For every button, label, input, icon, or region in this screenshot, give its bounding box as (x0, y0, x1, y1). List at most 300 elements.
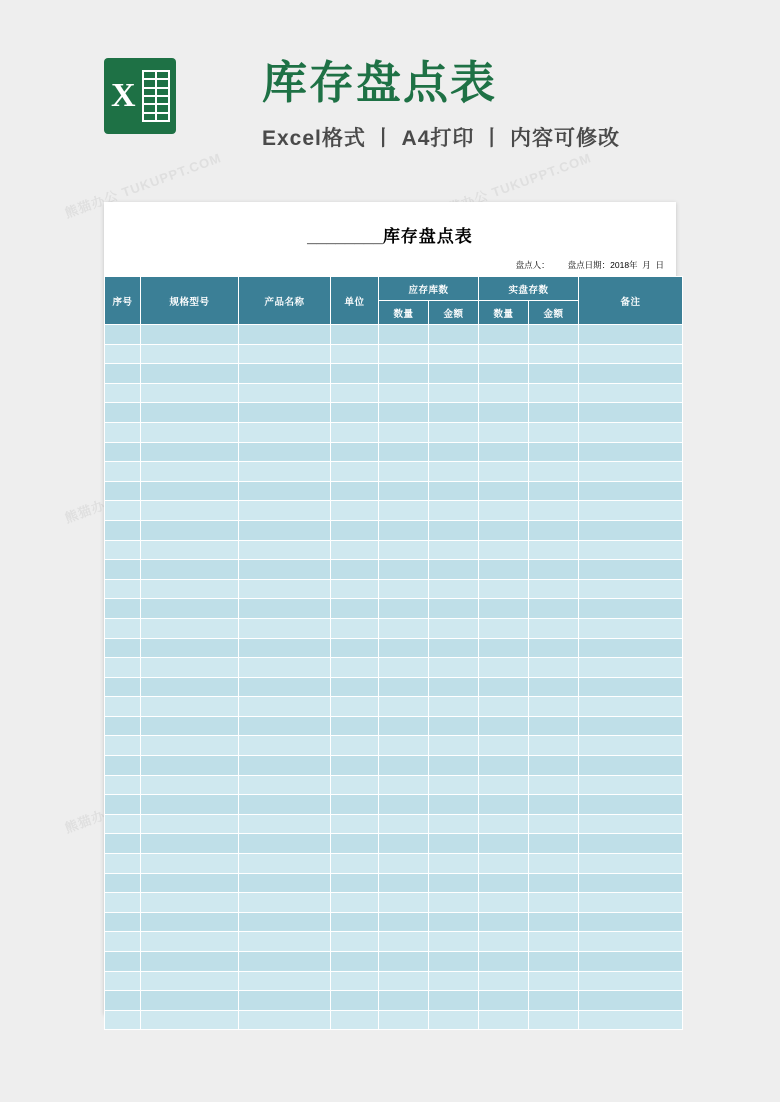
cell-product[interactable] (239, 677, 331, 697)
cell-product[interactable] (239, 932, 331, 952)
cell-product[interactable] (239, 814, 331, 834)
cell-spec[interactable] (141, 952, 239, 972)
cell-unit[interactable] (331, 893, 379, 913)
cell-actual-amount[interactable] (529, 540, 579, 560)
cell-actual-qty[interactable] (479, 520, 529, 540)
cell-actual-qty[interactable] (479, 991, 529, 1011)
cell-spec[interactable] (141, 344, 239, 364)
cell-unit[interactable] (331, 873, 379, 893)
cell-actual-amount[interactable] (529, 579, 579, 599)
cell-product[interactable] (239, 716, 331, 736)
table-row[interactable] (105, 834, 683, 854)
cell-index[interactable] (105, 991, 141, 1011)
cell-index[interactable] (105, 912, 141, 932)
cell-actual-qty[interactable] (479, 873, 529, 893)
cell-should-amount[interactable] (429, 677, 479, 697)
cell-index[interactable] (105, 756, 141, 776)
cell-actual-qty[interactable] (479, 383, 529, 403)
cell-unit[interactable] (331, 716, 379, 736)
cell-note[interactable] (579, 481, 683, 501)
cell-actual-amount[interactable] (529, 442, 579, 462)
cell-product[interactable] (239, 579, 331, 599)
table-row[interactable] (105, 422, 683, 442)
table-row[interactable] (105, 481, 683, 501)
cell-unit[interactable] (331, 638, 379, 658)
cell-should-amount[interactable] (429, 795, 479, 815)
table-row[interactable] (105, 658, 683, 678)
cell-should-qty[interactable] (379, 501, 429, 521)
cell-product[interactable] (239, 638, 331, 658)
cell-product[interactable] (239, 520, 331, 540)
cell-should-qty[interactable] (379, 658, 429, 678)
cell-unit[interactable] (331, 775, 379, 795)
cell-should-qty[interactable] (379, 383, 429, 403)
cell-spec[interactable] (141, 716, 239, 736)
cell-index[interactable] (105, 658, 141, 678)
cell-index[interactable] (105, 383, 141, 403)
cell-product[interactable] (239, 383, 331, 403)
cell-note[interactable] (579, 1010, 683, 1030)
cell-index[interactable] (105, 932, 141, 952)
cell-actual-amount[interactable] (529, 364, 579, 384)
cell-should-qty[interactable] (379, 638, 429, 658)
cell-spec[interactable] (141, 991, 239, 1011)
cell-spec[interactable] (141, 697, 239, 717)
cell-should-qty[interactable] (379, 442, 429, 462)
cell-actual-qty[interactable] (479, 677, 529, 697)
cell-should-amount[interactable] (429, 540, 479, 560)
table-row[interactable] (105, 854, 683, 874)
cell-product[interactable] (239, 364, 331, 384)
cell-should-qty[interactable] (379, 873, 429, 893)
cell-spec[interactable] (141, 462, 239, 482)
cell-unit[interactable] (331, 383, 379, 403)
cell-should-amount[interactable] (429, 756, 479, 776)
cell-index[interactable] (105, 501, 141, 521)
cell-actual-qty[interactable] (479, 638, 529, 658)
cell-actual-qty[interactable] (479, 325, 529, 345)
cell-product[interactable] (239, 893, 331, 913)
cell-spec[interactable] (141, 501, 239, 521)
cell-spec[interactable] (141, 677, 239, 697)
cell-should-amount[interactable] (429, 775, 479, 795)
cell-actual-qty[interactable] (479, 579, 529, 599)
cell-index[interactable] (105, 560, 141, 580)
cell-index[interactable] (105, 344, 141, 364)
cell-index[interactable] (105, 638, 141, 658)
cell-should-qty[interactable] (379, 540, 429, 560)
cell-note[interactable] (579, 912, 683, 932)
cell-actual-qty[interactable] (479, 912, 529, 932)
cell-unit[interactable] (331, 795, 379, 815)
cell-should-qty[interactable] (379, 618, 429, 638)
cell-should-qty[interactable] (379, 364, 429, 384)
cell-actual-qty[interactable] (479, 344, 529, 364)
cell-index[interactable] (105, 697, 141, 717)
cell-note[interactable] (579, 775, 683, 795)
table-row[interactable] (105, 325, 683, 345)
cell-spec[interactable] (141, 834, 239, 854)
cell-actual-qty[interactable] (479, 756, 529, 776)
table-row[interactable] (105, 618, 683, 638)
cell-actual-amount[interactable] (529, 756, 579, 776)
cell-note[interactable] (579, 932, 683, 952)
cell-should-qty[interactable] (379, 795, 429, 815)
cell-should-qty[interactable] (379, 893, 429, 913)
cell-actual-amount[interactable] (529, 873, 579, 893)
cell-unit[interactable] (331, 677, 379, 697)
cell-actual-amount[interactable] (529, 599, 579, 619)
cell-spec[interactable] (141, 638, 239, 658)
cell-note[interactable] (579, 697, 683, 717)
cell-unit[interactable] (331, 540, 379, 560)
cell-spec[interactable] (141, 579, 239, 599)
cell-unit[interactable] (331, 1010, 379, 1030)
cell-note[interactable] (579, 403, 683, 423)
cell-unit[interactable] (331, 520, 379, 540)
cell-note[interactable] (579, 736, 683, 756)
cell-unit[interactable] (331, 325, 379, 345)
table-row[interactable] (105, 893, 683, 913)
cell-product[interactable] (239, 560, 331, 580)
cell-should-qty[interactable] (379, 716, 429, 736)
cell-actual-qty[interactable] (479, 854, 529, 874)
cell-unit[interactable] (331, 991, 379, 1011)
cell-product[interactable] (239, 403, 331, 423)
cell-index[interactable] (105, 677, 141, 697)
cell-note[interactable] (579, 501, 683, 521)
cell-note[interactable] (579, 325, 683, 345)
cell-should-qty[interactable] (379, 775, 429, 795)
cell-should-amount[interactable] (429, 736, 479, 756)
cell-should-qty[interactable] (379, 991, 429, 1011)
cell-actual-qty[interactable] (479, 736, 529, 756)
table-row[interactable] (105, 599, 683, 619)
cell-index[interactable] (105, 952, 141, 972)
table-row[interactable] (105, 775, 683, 795)
cell-actual-qty[interactable] (479, 540, 529, 560)
cell-should-amount[interactable] (429, 1010, 479, 1030)
cell-product[interactable] (239, 481, 331, 501)
cell-note[interactable] (579, 599, 683, 619)
cell-actual-qty[interactable] (479, 834, 529, 854)
cell-actual-amount[interactable] (529, 834, 579, 854)
cell-product[interactable] (239, 697, 331, 717)
cell-actual-amount[interactable] (529, 795, 579, 815)
cell-note[interactable] (579, 579, 683, 599)
cell-index[interactable] (105, 422, 141, 442)
cell-should-qty[interactable] (379, 325, 429, 345)
cell-should-amount[interactable] (429, 932, 479, 952)
cell-actual-qty[interactable] (479, 932, 529, 952)
cell-note[interactable] (579, 795, 683, 815)
cell-spec[interactable] (141, 756, 239, 776)
cell-should-qty[interactable] (379, 932, 429, 952)
cell-product[interactable] (239, 795, 331, 815)
cell-unit[interactable] (331, 971, 379, 991)
cell-actual-amount[interactable] (529, 952, 579, 972)
cell-should-qty[interactable] (379, 560, 429, 580)
cell-note[interactable] (579, 540, 683, 560)
cell-actual-amount[interactable] (529, 893, 579, 913)
cell-unit[interactable] (331, 912, 379, 932)
cell-should-amount[interactable] (429, 873, 479, 893)
cell-should-qty[interactable] (379, 462, 429, 482)
cell-should-amount[interactable] (429, 854, 479, 874)
cell-actual-amount[interactable] (529, 716, 579, 736)
cell-actual-amount[interactable] (529, 991, 579, 1011)
cell-product[interactable] (239, 422, 331, 442)
cell-actual-qty[interactable] (479, 462, 529, 482)
table-row[interactable] (105, 540, 683, 560)
cell-should-amount[interactable] (429, 716, 479, 736)
cell-product[interactable] (239, 912, 331, 932)
cell-index[interactable] (105, 540, 141, 560)
cell-index[interactable] (105, 971, 141, 991)
cell-index[interactable] (105, 462, 141, 482)
table-row[interactable] (105, 814, 683, 834)
cell-note[interactable] (579, 893, 683, 913)
cell-note[interactable] (579, 756, 683, 776)
table-row[interactable] (105, 442, 683, 462)
cell-actual-amount[interactable] (529, 1010, 579, 1030)
cell-index[interactable] (105, 520, 141, 540)
cell-should-amount[interactable] (429, 364, 479, 384)
cell-should-qty[interactable] (379, 756, 429, 776)
cell-note[interactable] (579, 422, 683, 442)
cell-spec[interactable] (141, 893, 239, 913)
cell-unit[interactable] (331, 599, 379, 619)
cell-unit[interactable] (331, 834, 379, 854)
cell-spec[interactable] (141, 775, 239, 795)
cell-spec[interactable] (141, 364, 239, 384)
cell-actual-amount[interactable] (529, 344, 579, 364)
cell-should-qty[interactable] (379, 599, 429, 619)
cell-actual-amount[interactable] (529, 403, 579, 423)
cell-should-qty[interactable] (379, 1010, 429, 1030)
cell-should-qty[interactable] (379, 579, 429, 599)
cell-unit[interactable] (331, 952, 379, 972)
cell-actual-amount[interactable] (529, 854, 579, 874)
cell-should-amount[interactable] (429, 422, 479, 442)
table-row[interactable] (105, 520, 683, 540)
cell-note[interactable] (579, 344, 683, 364)
table-row[interactable] (105, 579, 683, 599)
cell-should-qty[interactable] (379, 834, 429, 854)
cell-should-qty[interactable] (379, 912, 429, 932)
cell-should-amount[interactable] (429, 579, 479, 599)
cell-note[interactable] (579, 520, 683, 540)
cell-spec[interactable] (141, 971, 239, 991)
cell-should-amount[interactable] (429, 560, 479, 580)
cell-actual-qty[interactable] (479, 403, 529, 423)
cell-actual-amount[interactable] (529, 736, 579, 756)
cell-product[interactable] (239, 1010, 331, 1030)
cell-unit[interactable] (331, 403, 379, 423)
cell-spec[interactable] (141, 854, 239, 874)
cell-should-qty[interactable] (379, 814, 429, 834)
cell-actual-amount[interactable] (529, 775, 579, 795)
cell-unit[interactable] (331, 814, 379, 834)
cell-unit[interactable] (331, 736, 379, 756)
cell-unit[interactable] (331, 364, 379, 384)
cell-note[interactable] (579, 834, 683, 854)
cell-should-qty[interactable] (379, 520, 429, 540)
cell-unit[interactable] (331, 462, 379, 482)
cell-spec[interactable] (141, 422, 239, 442)
cell-actual-qty[interactable] (479, 442, 529, 462)
cell-unit[interactable] (331, 658, 379, 678)
cell-should-amount[interactable] (429, 520, 479, 540)
cell-actual-qty[interactable] (479, 364, 529, 384)
table-row[interactable] (105, 971, 683, 991)
cell-should-amount[interactable] (429, 442, 479, 462)
table-row[interactable] (105, 560, 683, 580)
cell-note[interactable] (579, 677, 683, 697)
cell-spec[interactable] (141, 618, 239, 638)
cell-index[interactable] (105, 579, 141, 599)
cell-actual-amount[interactable] (529, 520, 579, 540)
cell-actual-amount[interactable] (529, 481, 579, 501)
cell-actual-amount[interactable] (529, 697, 579, 717)
table-row[interactable] (105, 462, 683, 482)
cell-actual-amount[interactable] (529, 618, 579, 638)
cell-should-qty[interactable] (379, 971, 429, 991)
cell-index[interactable] (105, 795, 141, 815)
cell-should-amount[interactable] (429, 638, 479, 658)
cell-product[interactable] (239, 462, 331, 482)
cell-should-qty[interactable] (379, 422, 429, 442)
cell-note[interactable] (579, 638, 683, 658)
table-row[interactable] (105, 697, 683, 717)
cell-should-amount[interactable] (429, 403, 479, 423)
cell-unit[interactable] (331, 501, 379, 521)
cell-note[interactable] (579, 658, 683, 678)
cell-should-qty[interactable] (379, 403, 429, 423)
cell-index[interactable] (105, 442, 141, 462)
cell-unit[interactable] (331, 481, 379, 501)
cell-spec[interactable] (141, 403, 239, 423)
cell-index[interactable] (105, 599, 141, 619)
cell-actual-amount[interactable] (529, 814, 579, 834)
cell-product[interactable] (239, 618, 331, 638)
cell-should-qty[interactable] (379, 344, 429, 364)
cell-actual-amount[interactable] (529, 560, 579, 580)
table-row[interactable] (105, 716, 683, 736)
cell-index[interactable] (105, 364, 141, 384)
cell-unit[interactable] (331, 560, 379, 580)
cell-spec[interactable] (141, 795, 239, 815)
table-row[interactable] (105, 991, 683, 1011)
cell-actual-amount[interactable] (529, 912, 579, 932)
cell-product[interactable] (239, 442, 331, 462)
cell-index[interactable] (105, 834, 141, 854)
cell-product[interactable] (239, 658, 331, 678)
cell-should-amount[interactable] (429, 599, 479, 619)
table-row[interactable] (105, 736, 683, 756)
table-row[interactable] (105, 383, 683, 403)
cell-product[interactable] (239, 834, 331, 854)
cell-product[interactable] (239, 756, 331, 776)
cell-note[interactable] (579, 560, 683, 580)
cell-product[interactable] (239, 325, 331, 345)
table-row[interactable] (105, 364, 683, 384)
cell-should-amount[interactable] (429, 658, 479, 678)
cell-spec[interactable] (141, 932, 239, 952)
cell-note[interactable] (579, 716, 683, 736)
cell-actual-amount[interactable] (529, 383, 579, 403)
cell-note[interactable] (579, 618, 683, 638)
cell-should-amount[interactable] (429, 971, 479, 991)
cell-should-amount[interactable] (429, 325, 479, 345)
cell-index[interactable] (105, 325, 141, 345)
cell-actual-amount[interactable] (529, 501, 579, 521)
cell-actual-qty[interactable] (479, 560, 529, 580)
cell-unit[interactable] (331, 756, 379, 776)
cell-should-qty[interactable] (379, 481, 429, 501)
cell-actual-qty[interactable] (479, 501, 529, 521)
cell-note[interactable] (579, 364, 683, 384)
cell-index[interactable] (105, 873, 141, 893)
cell-spec[interactable] (141, 560, 239, 580)
cell-unit[interactable] (331, 932, 379, 952)
cell-product[interactable] (239, 952, 331, 972)
cell-unit[interactable] (331, 422, 379, 442)
cell-index[interactable] (105, 893, 141, 913)
cell-actual-amount[interactable] (529, 325, 579, 345)
cell-should-qty[interactable] (379, 736, 429, 756)
table-row[interactable] (105, 1010, 683, 1030)
cell-actual-amount[interactable] (529, 971, 579, 991)
cell-index[interactable] (105, 618, 141, 638)
cell-product[interactable] (239, 775, 331, 795)
cell-index[interactable] (105, 481, 141, 501)
table-row[interactable] (105, 344, 683, 364)
cell-index[interactable] (105, 854, 141, 874)
cell-should-amount[interactable] (429, 893, 479, 913)
cell-spec[interactable] (141, 520, 239, 540)
cell-unit[interactable] (331, 442, 379, 462)
table-row[interactable] (105, 756, 683, 776)
cell-should-amount[interactable] (429, 912, 479, 932)
cell-should-amount[interactable] (429, 481, 479, 501)
cell-actual-qty[interactable] (479, 893, 529, 913)
cell-should-amount[interactable] (429, 697, 479, 717)
cell-spec[interactable] (141, 481, 239, 501)
table-row[interactable] (105, 873, 683, 893)
cell-actual-qty[interactable] (479, 422, 529, 442)
cell-actual-qty[interactable] (479, 697, 529, 717)
cell-spec[interactable] (141, 912, 239, 932)
table-row[interactable] (105, 932, 683, 952)
cell-actual-qty[interactable] (479, 618, 529, 638)
cell-note[interactable] (579, 971, 683, 991)
cell-should-amount[interactable] (429, 618, 479, 638)
cell-should-amount[interactable] (429, 462, 479, 482)
table-row[interactable] (105, 638, 683, 658)
cell-actual-qty[interactable] (479, 658, 529, 678)
cell-product[interactable] (239, 873, 331, 893)
cell-should-amount[interactable] (429, 814, 479, 834)
cell-should-amount[interactable] (429, 834, 479, 854)
cell-note[interactable] (579, 462, 683, 482)
cell-index[interactable] (105, 716, 141, 736)
cell-actual-qty[interactable] (479, 814, 529, 834)
cell-unit[interactable] (331, 344, 379, 364)
cell-product[interactable] (239, 599, 331, 619)
cell-should-amount[interactable] (429, 991, 479, 1011)
cell-unit[interactable] (331, 854, 379, 874)
